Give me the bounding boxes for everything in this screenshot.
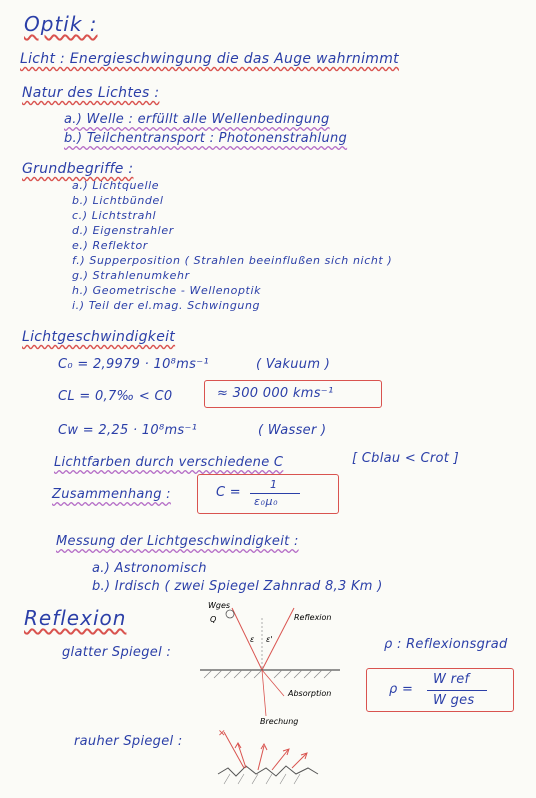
measurement-item: b.) Irdisch ( zwei Spiegel Zahnrad 8,3 Km ) bbox=[92, 579, 383, 594]
light-source-icon bbox=[226, 610, 234, 618]
relation-label: Zusammenhang : bbox=[52, 487, 171, 502]
smooth-mirror-label: glatter Spiegel : bbox=[62, 645, 172, 660]
rough-reflection-diagram bbox=[214, 724, 324, 788]
speed-air: CL = 0,7‰ < C0 bbox=[58, 389, 173, 404]
speed-vacuum-note: ( Vakuum ) bbox=[256, 357, 331, 372]
reflection-heading: Reflexion bbox=[24, 606, 127, 630]
basics-item: d.) Eigenstrahler bbox=[72, 224, 174, 237]
fraction-line bbox=[250, 493, 300, 494]
page-title: Optik : bbox=[24, 12, 98, 36]
rho-fraction-line bbox=[427, 690, 487, 691]
speed-approx-box bbox=[204, 380, 382, 408]
speed-water-note: ( Wasser ) bbox=[258, 423, 327, 438]
reflection-formula-box bbox=[366, 668, 514, 712]
absorption-ray bbox=[262, 670, 284, 696]
formula-denominator: ε₀μ₀ bbox=[254, 495, 279, 508]
wges-label: Wges bbox=[208, 601, 231, 610]
refraction-ray bbox=[262, 670, 266, 716]
basics-item: e.) Reflektor bbox=[72, 239, 148, 252]
smooth-reflection-diagram bbox=[190, 598, 370, 730]
basics-heading: Grundbegriffe : bbox=[22, 161, 134, 177]
rho-lhs: ρ = bbox=[389, 682, 414, 697]
formula-numerator: 1 bbox=[270, 478, 278, 491]
angle-epsilon-prime: ε' bbox=[266, 635, 273, 644]
reflexion-label: Reflexion bbox=[294, 613, 332, 622]
rough-mirror-label: rauher Spiegel : bbox=[74, 734, 183, 749]
measurement-heading: Messung der Lichtgeschwindigkeit : bbox=[56, 534, 299, 549]
rough-surface bbox=[218, 766, 318, 776]
nature-item-particle: b.) Teilchentransport : Photonenstrahlung bbox=[64, 131, 348, 146]
formula-lhs: C = bbox=[216, 485, 242, 500]
basics-item: h.) Geometrische - Wellenoptik bbox=[72, 284, 262, 297]
speed-water: Cw = 2,25 · 10⁸ms⁻¹ bbox=[58, 423, 198, 438]
absorption-label: Absorption bbox=[288, 689, 332, 698]
nature-heading: Natur des Lichtes : bbox=[22, 85, 160, 101]
angle-epsilon: ε bbox=[250, 635, 255, 644]
source-label: Q bbox=[210, 615, 217, 624]
measurement-item: a.) Astronomisch bbox=[92, 561, 207, 576]
basics-item: g.) Strahlenumkehr bbox=[72, 269, 190, 282]
scattered-rays bbox=[224, 732, 307, 770]
basics-item: b.) Lichtbündel bbox=[72, 194, 164, 207]
reflection-degree-def: ρ : Reflexionsgrad bbox=[384, 637, 508, 652]
brechung-label: Brechung bbox=[260, 717, 299, 726]
speed-heading: Lichtgeschwindigkeit bbox=[22, 329, 176, 345]
light-definition: Licht : Energieschwingung die das Auge wahrnimmt bbox=[20, 51, 399, 67]
formula-box bbox=[197, 474, 339, 514]
basics-item: a.) Lichtquelle bbox=[72, 179, 160, 192]
speed-vacuum: C₀ = 2,9979 · 10⁸ms⁻¹ bbox=[58, 357, 209, 372]
basics-item: f.) Supperposition ( Strahlen beeinflußen sich nicht ) bbox=[72, 254, 393, 267]
incident-ray bbox=[232, 608, 262, 670]
rho-denominator: W ges bbox=[433, 693, 475, 708]
basics-item: i.) Teil der el.mag. Schwingung bbox=[72, 299, 261, 312]
basics-item: c.) Lichtstrahl bbox=[72, 209, 157, 222]
nature-item-wave: a.) Welle : erfüllt alle Wellenbedingung bbox=[64, 112, 330, 127]
speed-approx-value: ≈ 300 000 kms⁻¹ bbox=[217, 386, 334, 401]
rho-numerator: W ref bbox=[433, 672, 470, 687]
ray-cross-icon: ✕ bbox=[218, 729, 226, 739]
light-colors-bracket: [ Cblau < Crot ] bbox=[352, 451, 459, 466]
light-colors: Lichtfarben durch verschiedene C bbox=[54, 455, 284, 470]
